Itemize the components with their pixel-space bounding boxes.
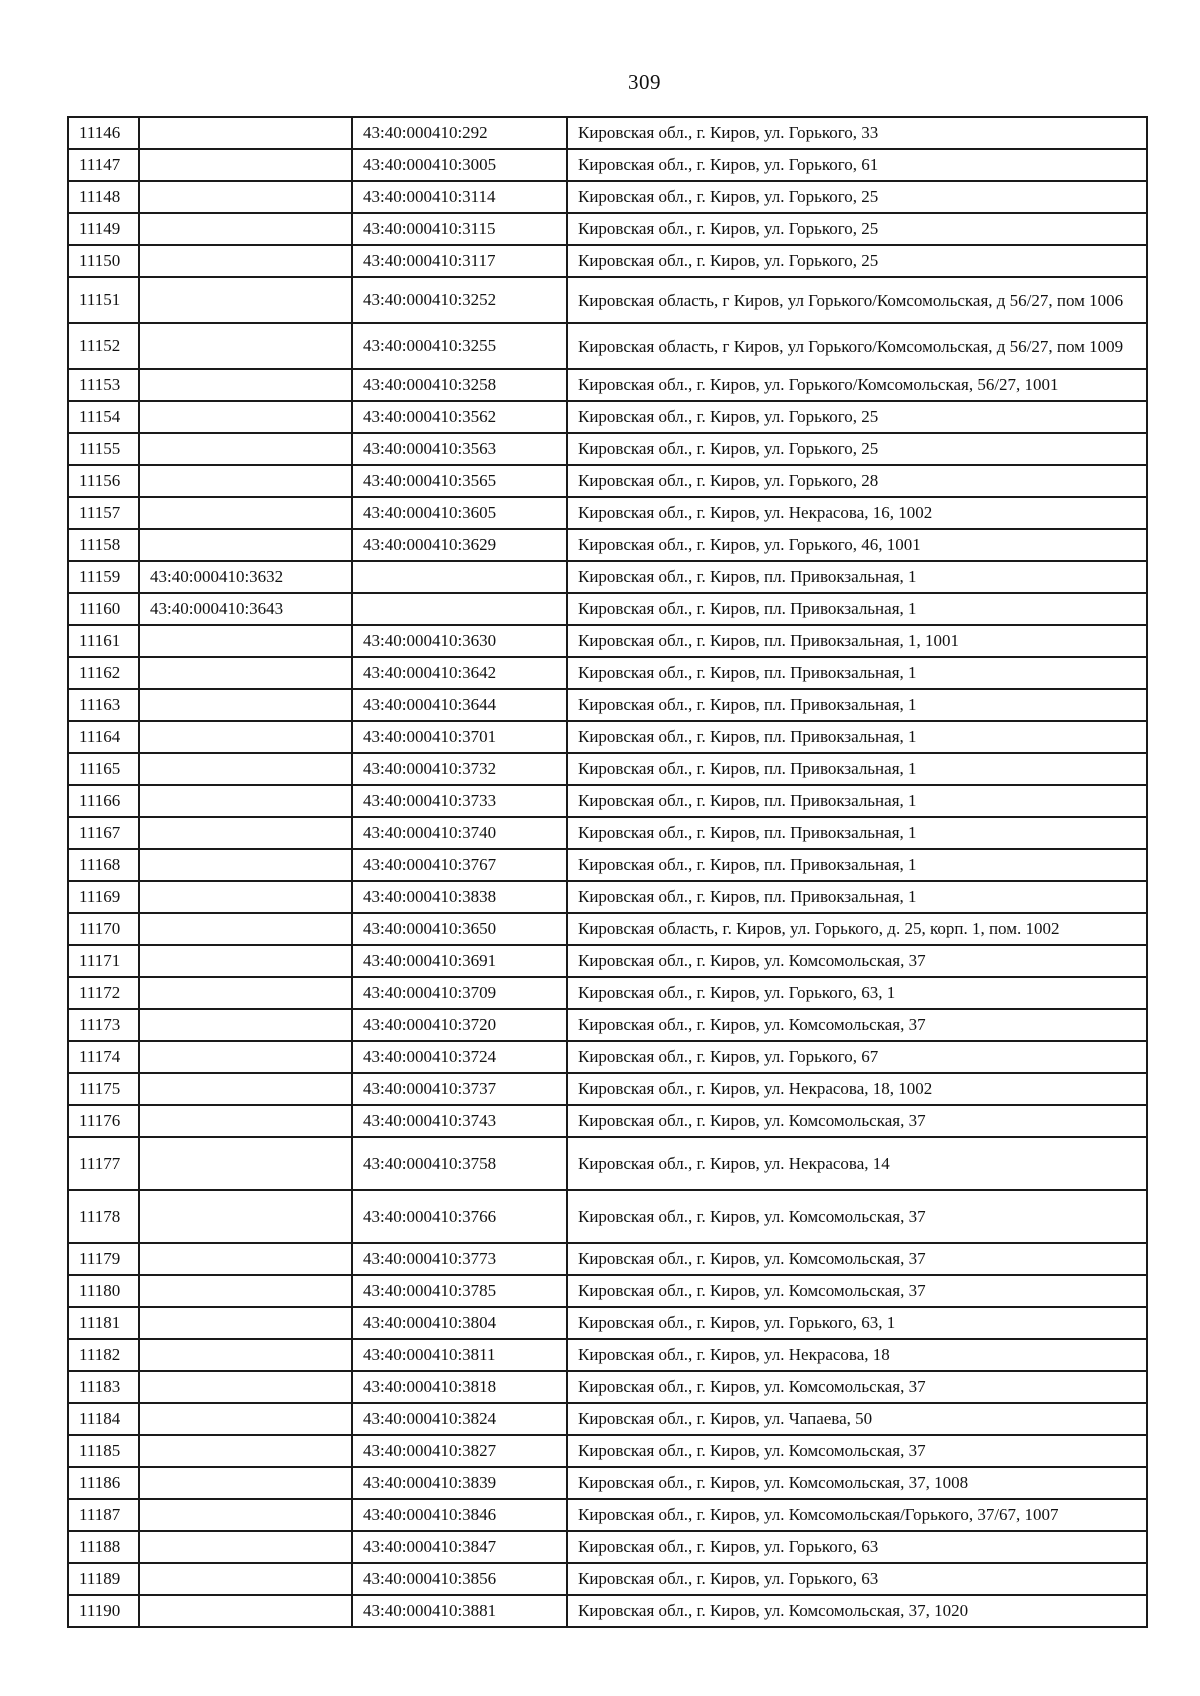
row-number-cell: 11156 <box>68 465 139 497</box>
cadastral-number-cell <box>139 1009 352 1041</box>
row-number-cell: 11176 <box>68 1105 139 1137</box>
table-row <box>68 881 1147 913</box>
row-number-cell: 11183 <box>68 1371 139 1403</box>
table-row <box>68 181 1147 213</box>
cadastral-number-cell <box>139 625 352 657</box>
row-number-cell: 11162 <box>68 657 139 689</box>
table-row <box>68 721 1147 753</box>
row-number-cell: 11148 <box>68 181 139 213</box>
object-cadastral-number-cell: 43:40:000410:3724 <box>352 1041 567 1073</box>
table-row <box>68 401 1147 433</box>
object-cadastral-number-cell: 43:40:000410:3642 <box>352 657 567 689</box>
address-cell: Кировская обл., г. Киров, ул. Комсомольская, 37 <box>567 1243 1147 1275</box>
object-cadastral-number-cell: 43:40:000410:3258 <box>352 369 567 401</box>
table-row <box>68 1371 1147 1403</box>
address-cell: Кировская область, г Киров, ул Горького/Комсомольская, д 56/27, пом 1009 <box>567 323 1147 369</box>
table-row <box>68 561 1147 593</box>
address-cell: Кировская обл., г. Киров, ул. Комсомольская, 37, 1008 <box>567 1467 1147 1499</box>
table-row <box>68 593 1147 625</box>
object-cadastral-number-cell: 43:40:000410:3743 <box>352 1105 567 1137</box>
address-cell: Кировская обл., г. Киров, ул. Горького, 63, 1 <box>567 1307 1147 1339</box>
address-cell: Кировская обл., г. Киров, ул. Комсомольская/Горького, 37/67, 1007 <box>567 1499 1147 1531</box>
object-cadastral-number-cell: 43:40:000410:3811 <box>352 1339 567 1371</box>
address-cell: Кировская область, г Киров, ул Горького/Комсомольская, д 56/27, пом 1006 <box>567 277 1147 323</box>
address-cell: Кировская обл., г. Киров, пл. Привокзальная, 1 <box>567 721 1147 753</box>
object-cadastral-number-cell: 43:40:000410:3565 <box>352 465 567 497</box>
row-number-cell: 11147 <box>68 149 139 181</box>
cadastral-number-cell <box>139 1137 352 1190</box>
address-cell: Кировская обл., г. Киров, пл. Привокзальная, 1 <box>567 753 1147 785</box>
row-number-cell: 11174 <box>68 1041 139 1073</box>
address-cell: Кировская обл., г. Киров, пл. Привокзальная, 1 <box>567 881 1147 913</box>
address-cell: Кировская обл., г. Киров, ул. Горького, 46, 1001 <box>567 529 1147 561</box>
address-cell: Кировская обл., г. Киров, пл. Привокзальная, 1 <box>567 817 1147 849</box>
address-cell: Кировская обл., г. Киров, ул. Некрасова, 14 <box>567 1137 1147 1190</box>
row-number-cell: 11189 <box>68 1563 139 1595</box>
object-cadastral-number-cell: 43:40:000410:3629 <box>352 529 567 561</box>
address-cell: Кировская область, г. Киров, ул. Горького, д. 25, корп. 1, пом. 1002 <box>567 913 1147 945</box>
table-row <box>68 277 1147 323</box>
object-cadastral-number-cell: 43:40:000410:292 <box>352 117 567 149</box>
object-cadastral-number-cell: 43:40:000410:3847 <box>352 1531 567 1563</box>
row-number-cell: 11179 <box>68 1243 139 1275</box>
cadastral-number-cell <box>139 849 352 881</box>
object-cadastral-number-cell: 43:40:000410:3824 <box>352 1403 567 1435</box>
row-number-cell: 11163 <box>68 689 139 721</box>
object-cadastral-number-cell: 43:40:000410:3733 <box>352 785 567 817</box>
row-number-cell: 11158 <box>68 529 139 561</box>
address-cell: Кировская обл., г. Киров, пл. Привокзальная, 1 <box>567 785 1147 817</box>
table-row <box>68 465 1147 497</box>
row-number-cell: 11167 <box>68 817 139 849</box>
object-cadastral-number-cell: 43:40:000410:3838 <box>352 881 567 913</box>
table-row <box>68 913 1147 945</box>
row-number-cell: 11184 <box>68 1403 139 1435</box>
table-row <box>68 369 1147 401</box>
address-cell: Кировская обл., г. Киров, пл. Привокзальная, 1 <box>567 593 1147 625</box>
cadastral-number-cell <box>139 785 352 817</box>
row-number-cell: 11180 <box>68 1275 139 1307</box>
table-row <box>68 1435 1147 1467</box>
object-cadastral-number-cell: 43:40:000410:3785 <box>352 1275 567 1307</box>
table-row <box>68 849 1147 881</box>
row-number-cell: 11160 <box>68 593 139 625</box>
address-cell: Кировская обл., г. Киров, ул. Горького, 63 <box>567 1531 1147 1563</box>
row-number-cell: 11152 <box>68 323 139 369</box>
row-number-cell: 11146 <box>68 117 139 149</box>
row-number-cell: 11187 <box>68 1499 139 1531</box>
address-cell: Кировская обл., г. Киров, ул. Горького, 25 <box>567 181 1147 213</box>
cadastral-number-cell <box>139 277 352 323</box>
address-cell: Кировская обл., г. Киров, пл. Привокзальная, 1 <box>567 849 1147 881</box>
row-number-cell: 11151 <box>68 277 139 323</box>
cadastral-number-cell <box>139 1105 352 1137</box>
row-number-cell: 11177 <box>68 1137 139 1190</box>
table-row <box>68 433 1147 465</box>
table-row <box>68 817 1147 849</box>
object-cadastral-number-cell: 43:40:000410:3881 <box>352 1595 567 1627</box>
cadastral-number-cell <box>139 433 352 465</box>
cadastral-number-cell <box>139 1371 352 1403</box>
cadastral-number-cell <box>139 977 352 1009</box>
page-number: 309 <box>628 70 661 94</box>
address-cell: Кировская обл., г. Киров, ул. Горького, 63, 1 <box>567 977 1147 1009</box>
row-number-cell: 11170 <box>68 913 139 945</box>
table-row <box>68 213 1147 245</box>
cadastral-number-cell <box>139 1275 352 1307</box>
cadastral-number-cell <box>139 689 352 721</box>
address-cell: Кировская обл., г. Киров, ул. Комсомольская, 37 <box>567 1009 1147 1041</box>
address-cell: Кировская обл., г. Киров, ул. Чапаева, 50 <box>567 1403 1147 1435</box>
cadastral-number-cell <box>139 721 352 753</box>
address-cell: Кировская обл., г. Киров, пл. Привокзальная, 1 <box>567 561 1147 593</box>
object-cadastral-number-cell: 43:40:000410:3827 <box>352 1435 567 1467</box>
address-cell: Кировская обл., г. Киров, ул. Горького, 25 <box>567 433 1147 465</box>
address-cell: Кировская обл., г. Киров, ул. Горького/Комсомольская, 56/27, 1001 <box>567 369 1147 401</box>
cadastral-number-cell: 43:40:000410:3643 <box>139 593 352 625</box>
object-cadastral-number-cell: 43:40:000410:3252 <box>352 277 567 323</box>
object-cadastral-number-cell: 43:40:000410:3732 <box>352 753 567 785</box>
cadastral-number-cell <box>139 497 352 529</box>
row-number-cell: 11168 <box>68 849 139 881</box>
row-number-cell: 11157 <box>68 497 139 529</box>
object-cadastral-number-cell: 43:40:000410:3650 <box>352 913 567 945</box>
row-number-cell: 11175 <box>68 1073 139 1105</box>
address-cell: Кировская обл., г. Киров, ул. Комсомольская, 37 <box>567 1371 1147 1403</box>
row-number-cell: 11169 <box>68 881 139 913</box>
table-row <box>68 977 1147 1009</box>
address-cell: Кировская обл., г. Киров, ул. Комсомольская, 37 <box>567 1190 1147 1243</box>
address-cell: Кировская обл., г. Киров, ул. Горького, 25 <box>567 401 1147 433</box>
registry-table <box>67 116 1148 1628</box>
table-row <box>68 945 1147 977</box>
address-cell: Кировская обл., г. Киров, ул. Комсомольская, 37 <box>567 945 1147 977</box>
object-cadastral-number-cell: 43:40:000410:3846 <box>352 1499 567 1531</box>
cadastral-number-cell <box>139 1339 352 1371</box>
cadastral-number-cell <box>139 1403 352 1435</box>
address-cell: Кировская обл., г. Киров, ул. Горького, 61 <box>567 149 1147 181</box>
row-number-cell: 11154 <box>68 401 139 433</box>
cadastral-number-cell <box>139 117 352 149</box>
object-cadastral-number-cell: 43:40:000410:3766 <box>352 1190 567 1243</box>
object-cadastral-number-cell: 43:40:000410:3740 <box>352 817 567 849</box>
row-number-cell: 11166 <box>68 785 139 817</box>
object-cadastral-number-cell: 43:40:000410:3818 <box>352 1371 567 1403</box>
table-row <box>68 1073 1147 1105</box>
cadastral-number-cell <box>139 945 352 977</box>
cadastral-number-cell <box>139 1041 352 1073</box>
table-row <box>68 1041 1147 1073</box>
row-number-cell: 11149 <box>68 213 139 245</box>
row-number-cell: 11161 <box>68 625 139 657</box>
object-cadastral-number-cell: 43:40:000410:3720 <box>352 1009 567 1041</box>
table-row <box>68 1275 1147 1307</box>
cadastral-number-cell <box>139 913 352 945</box>
row-number-cell: 11172 <box>68 977 139 1009</box>
table-row <box>68 1467 1147 1499</box>
object-cadastral-number-cell: 43:40:000410:3005 <box>352 149 567 181</box>
row-number-cell: 11181 <box>68 1307 139 1339</box>
table-row <box>68 1137 1147 1190</box>
cadastral-number-cell: 43:40:000410:3632 <box>139 561 352 593</box>
object-cadastral-number-cell: 43:40:000410:3767 <box>352 849 567 881</box>
cadastral-number-cell <box>139 817 352 849</box>
object-cadastral-number-cell: 43:40:000410:3605 <box>352 497 567 529</box>
table-row <box>68 1563 1147 1595</box>
address-cell: Кировская обл., г. Киров, ул. Горького, 25 <box>567 213 1147 245</box>
row-number-cell: 11165 <box>68 753 139 785</box>
table-row <box>68 1595 1147 1627</box>
table-row <box>68 245 1147 277</box>
table-row <box>68 1531 1147 1563</box>
table-row <box>68 785 1147 817</box>
cadastral-number-cell <box>139 401 352 433</box>
row-number-cell: 11178 <box>68 1190 139 1243</box>
cadastral-number-cell <box>139 245 352 277</box>
cadastral-number-cell <box>139 1563 352 1595</box>
cadastral-number-cell <box>139 323 352 369</box>
address-cell: Кировская обл., г. Киров, ул. Комсомольская, 37 <box>567 1435 1147 1467</box>
row-number-cell: 11186 <box>68 1467 139 1499</box>
table-row <box>68 657 1147 689</box>
address-cell: Кировская обл., г. Киров, ул. Горького, 25 <box>567 245 1147 277</box>
cadastral-number-cell <box>139 753 352 785</box>
object-cadastral-number-cell: 43:40:000410:3255 <box>352 323 567 369</box>
cadastral-number-cell <box>139 1190 352 1243</box>
row-number-cell: 11188 <box>68 1531 139 1563</box>
cadastral-number-cell <box>139 1499 352 1531</box>
object-cadastral-number-cell: 43:40:000410:3115 <box>352 213 567 245</box>
object-cadastral-number-cell: 43:40:000410:3804 <box>352 1307 567 1339</box>
cadastral-number-cell <box>139 1467 352 1499</box>
object-cadastral-number-cell: 43:40:000410:3644 <box>352 689 567 721</box>
object-cadastral-number-cell <box>352 561 567 593</box>
table-row <box>68 1190 1147 1243</box>
address-cell: Кировская обл., г. Киров, пл. Привокзальная, 1 <box>567 689 1147 721</box>
object-cadastral-number-cell: 43:40:000410:3856 <box>352 1563 567 1595</box>
cadastral-number-cell <box>139 1307 352 1339</box>
table-row <box>68 1499 1147 1531</box>
cadastral-number-cell <box>139 369 352 401</box>
cadastral-number-cell <box>139 213 352 245</box>
object-cadastral-number-cell: 43:40:000410:3839 <box>352 1467 567 1499</box>
object-cadastral-number-cell: 43:40:000410:3691 <box>352 945 567 977</box>
table-row <box>68 1243 1147 1275</box>
object-cadastral-number-cell: 43:40:000410:3114 <box>352 181 567 213</box>
row-number-cell: 11150 <box>68 245 139 277</box>
cadastral-number-cell <box>139 1435 352 1467</box>
cadastral-number-cell <box>139 149 352 181</box>
row-number-cell: 11159 <box>68 561 139 593</box>
row-number-cell: 11185 <box>68 1435 139 1467</box>
address-cell: Кировская обл., г. Киров, ул. Комсомольская, 37 <box>567 1105 1147 1137</box>
registry-table-body <box>68 117 1147 1627</box>
object-cadastral-number-cell: 43:40:000410:3117 <box>352 245 567 277</box>
table-row <box>68 1339 1147 1371</box>
cadastral-number-cell <box>139 1073 352 1105</box>
address-cell: Кировская обл., г. Киров, ул. Горького, 67 <box>567 1041 1147 1073</box>
row-number-cell: 11155 <box>68 433 139 465</box>
object-cadastral-number-cell <box>352 593 567 625</box>
table-row <box>68 529 1147 561</box>
address-cell: Кировская обл., г. Киров, ул. Горького, 63 <box>567 1563 1147 1595</box>
address-cell: Кировская обл., г. Киров, ул. Некрасова, 18, 1002 <box>567 1073 1147 1105</box>
object-cadastral-number-cell: 43:40:000410:3563 <box>352 433 567 465</box>
cadastral-number-cell <box>139 657 352 689</box>
cadastral-number-cell <box>139 1243 352 1275</box>
row-number-cell: 11190 <box>68 1595 139 1627</box>
object-cadastral-number-cell: 43:40:000410:3630 <box>352 625 567 657</box>
row-number-cell: 11153 <box>68 369 139 401</box>
object-cadastral-number-cell: 43:40:000410:3562 <box>352 401 567 433</box>
address-cell: Кировская обл., г. Киров, пл. Привокзальная, 1, 1001 <box>567 625 1147 657</box>
address-cell: Кировская обл., г. Киров, ул. Комсомольская, 37 <box>567 1275 1147 1307</box>
address-cell: Кировская обл., г. Киров, ул. Горького, 28 <box>567 465 1147 497</box>
object-cadastral-number-cell: 43:40:000410:3758 <box>352 1137 567 1190</box>
table-row <box>68 1403 1147 1435</box>
object-cadastral-number-cell: 43:40:000410:3701 <box>352 721 567 753</box>
table-row <box>68 1307 1147 1339</box>
cadastral-number-cell <box>139 1595 352 1627</box>
address-cell: Кировская обл., г. Киров, пл. Привокзальная, 1 <box>567 657 1147 689</box>
address-cell: Кировская обл., г. Киров, ул. Комсомольская, 37, 1020 <box>567 1595 1147 1627</box>
row-number-cell: 11173 <box>68 1009 139 1041</box>
table-row <box>68 689 1147 721</box>
row-number-cell: 11182 <box>68 1339 139 1371</box>
cadastral-number-cell <box>139 1531 352 1563</box>
table-row <box>68 1105 1147 1137</box>
cadastral-number-cell <box>139 881 352 913</box>
object-cadastral-number-cell: 43:40:000410:3737 <box>352 1073 567 1105</box>
table-row <box>68 149 1147 181</box>
object-cadastral-number-cell: 43:40:000410:3773 <box>352 1243 567 1275</box>
row-number-cell: 11164 <box>68 721 139 753</box>
address-cell: Кировская обл., г. Киров, ул. Некрасова, 16, 1002 <box>567 497 1147 529</box>
cadastral-number-cell <box>139 529 352 561</box>
object-cadastral-number-cell: 43:40:000410:3709 <box>352 977 567 1009</box>
table-row <box>68 497 1147 529</box>
row-number-cell: 11171 <box>68 945 139 977</box>
table-row <box>68 1009 1147 1041</box>
address-cell: Кировская обл., г. Киров, ул. Горького, 33 <box>567 117 1147 149</box>
table-row <box>68 323 1147 369</box>
cadastral-number-cell <box>139 181 352 213</box>
cadastral-number-cell <box>139 465 352 497</box>
address-cell: Кировская обл., г. Киров, ул. Некрасова, 18 <box>567 1339 1147 1371</box>
table-row <box>68 753 1147 785</box>
table-row <box>68 625 1147 657</box>
table-row <box>68 117 1147 149</box>
